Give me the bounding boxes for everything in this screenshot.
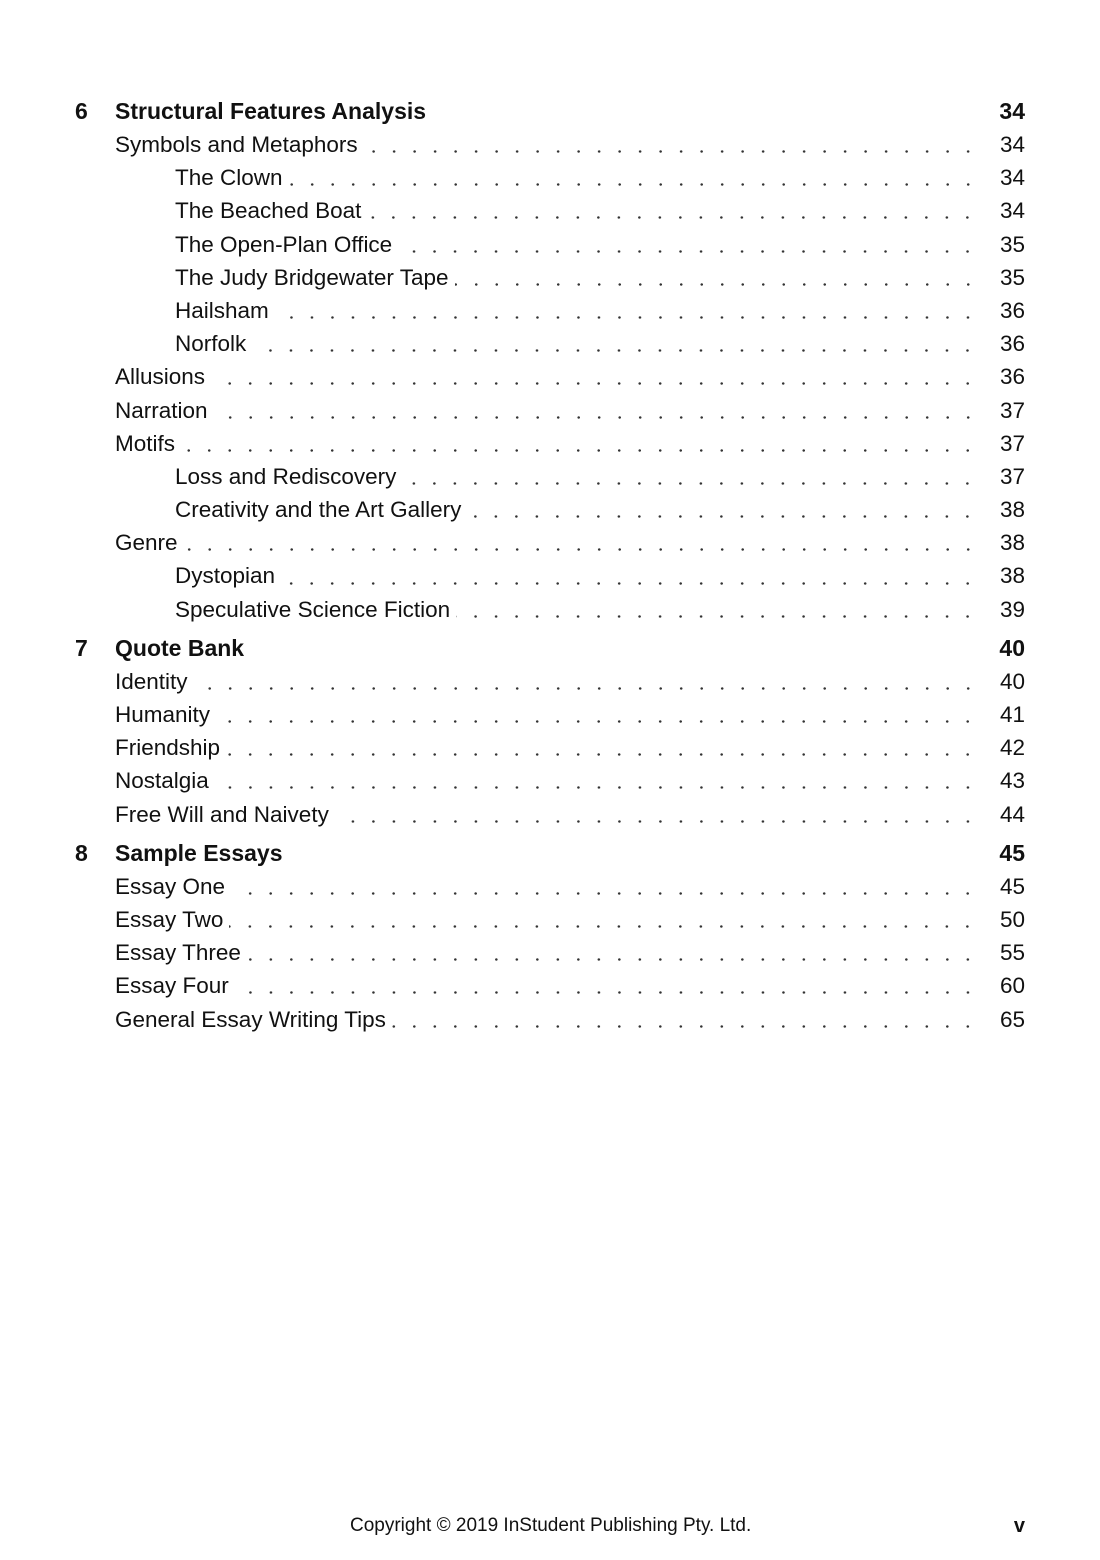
entry-label: Narration xyxy=(115,394,214,427)
toc-section-heading[interactable] xyxy=(75,95,1025,128)
entry-label: The Clown xyxy=(175,161,289,194)
toc-entry[interactable] xyxy=(75,360,1025,393)
section-page-number: 34 xyxy=(999,98,1025,124)
dot-leader xyxy=(229,903,980,936)
dot-leader xyxy=(247,936,980,969)
toc-entry[interactable] xyxy=(75,559,1025,592)
dot-leader xyxy=(184,526,980,559)
toc-section-heading[interactable] xyxy=(75,632,1025,665)
dot-leader xyxy=(392,1003,980,1036)
toc-entry[interactable] xyxy=(75,194,1025,227)
entry-page-number: 35 xyxy=(999,231,1025,257)
toc-entry[interactable] xyxy=(75,294,1025,327)
entry-page-number: 35 xyxy=(999,264,1025,290)
toc-section-heading[interactable] xyxy=(75,837,1025,870)
entry-page-number: 40 xyxy=(999,668,1025,694)
section-page-number: 40 xyxy=(999,634,1025,661)
entry-page-number: 34 xyxy=(999,198,1025,224)
toc-entry[interactable] xyxy=(75,128,1025,161)
page-footer xyxy=(0,1512,1100,1540)
entry-label: Speculative Science Fiction xyxy=(175,593,456,626)
entry-page-number: 38 xyxy=(999,497,1025,523)
toc-entry[interactable] xyxy=(75,526,1025,559)
dot-leader xyxy=(275,294,980,327)
entry-page-number: 34 xyxy=(999,132,1025,157)
toc-entry[interactable] xyxy=(75,798,1025,831)
page-folio: v xyxy=(1013,1515,1025,1537)
dot-leader xyxy=(194,665,980,698)
dot-leader xyxy=(281,560,980,593)
entry-page-number: 50 xyxy=(999,906,1025,932)
toc-entry[interactable] xyxy=(75,731,1025,764)
dot-leader xyxy=(231,870,980,903)
toc-entry[interactable] xyxy=(75,665,1025,698)
entry-page-number: 65 xyxy=(999,1006,1025,1032)
entry-page-number: 36 xyxy=(999,297,1025,323)
toc-entry[interactable] xyxy=(75,228,1025,261)
entry-label: Essay Two xyxy=(115,903,229,936)
dot-leader xyxy=(398,228,980,261)
entry-label: Humanity xyxy=(115,698,216,731)
section-title: Quote Bank xyxy=(115,634,245,661)
entry-page-number: 38 xyxy=(999,563,1025,589)
dot-leader xyxy=(211,360,980,393)
entry-page-number: 55 xyxy=(999,940,1025,966)
dot-leader xyxy=(235,969,980,1002)
section-page-number: 45 xyxy=(999,839,1025,866)
dot-leader xyxy=(252,327,980,360)
entry-label: The Judy Bridgewater Tape xyxy=(175,261,455,294)
section-number: 8 xyxy=(75,839,88,866)
entry-page-number: 37 xyxy=(999,397,1025,423)
entry-page-number: 36 xyxy=(999,331,1025,357)
entry-label: Symbols and Metaphors xyxy=(115,128,364,161)
entry-label: Essay One xyxy=(115,870,231,903)
dot-leader xyxy=(216,698,980,731)
dot-leader xyxy=(364,128,980,161)
toc-entry[interactable] xyxy=(75,327,1025,360)
entry-label: The Beached Boat xyxy=(175,194,367,227)
entry-page-number: 60 xyxy=(999,973,1025,999)
toc-entry[interactable] xyxy=(75,394,1025,427)
toc-entry[interactable] xyxy=(75,936,1025,969)
entry-label: Identity xyxy=(115,665,194,698)
toc-entry[interactable] xyxy=(75,698,1025,731)
entry-label: Allusions xyxy=(115,360,211,393)
toc-entry[interactable] xyxy=(75,1003,1025,1036)
dot-leader xyxy=(455,261,981,294)
table-of-contents xyxy=(75,95,1025,1036)
dot-leader xyxy=(402,460,980,493)
entry-page-number: 43 xyxy=(999,768,1025,794)
copyright-notice: Copyright © 2019 InStudent Publishing Pty. Ltd. xyxy=(350,1515,752,1536)
toc-entry[interactable] xyxy=(75,593,1025,626)
entry-label: Dystopian xyxy=(175,559,281,592)
entry-label: Free Will and Naivety xyxy=(115,798,335,831)
entry-page-number: 41 xyxy=(999,702,1025,727)
entry-label: Hailsham xyxy=(175,294,275,327)
entry-label: General Essay Writing Tips xyxy=(115,1003,392,1036)
entry-page-number: 37 xyxy=(999,430,1025,456)
entry-page-number: 42 xyxy=(999,735,1025,761)
dot-leader xyxy=(456,593,980,626)
toc-entry[interactable] xyxy=(75,161,1025,194)
toc-entry[interactable] xyxy=(75,460,1025,493)
section-number: 6 xyxy=(75,98,88,124)
toc-entry[interactable] xyxy=(75,493,1025,526)
dot-leader xyxy=(335,798,980,831)
toc-entry[interactable] xyxy=(75,427,1025,460)
toc-entry[interactable] xyxy=(75,870,1025,903)
toc-entry[interactable] xyxy=(75,261,1025,294)
section-title: Structural Features Analysis xyxy=(115,98,427,124)
entry-label: Essay Four xyxy=(115,969,235,1002)
toc-entry[interactable] xyxy=(75,969,1025,1002)
toc-entry[interactable] xyxy=(75,764,1025,797)
entry-label: Creativity and the Art Gallery xyxy=(175,493,467,526)
dot-leader xyxy=(226,731,980,764)
entry-page-number: 38 xyxy=(999,530,1025,556)
section-title: Sample Essays xyxy=(115,839,283,866)
entry-page-number: 36 xyxy=(999,364,1025,390)
entry-label: Nostalgia xyxy=(115,764,215,797)
dot-leader xyxy=(367,194,980,227)
section-number: 7 xyxy=(75,634,88,661)
entry-label: Motifs xyxy=(115,427,181,460)
dot-leader xyxy=(467,493,980,526)
entry-label: The Open-Plan Office xyxy=(175,228,398,261)
toc-entry[interactable] xyxy=(75,903,1025,936)
entry-page-number: 39 xyxy=(999,596,1025,622)
entry-page-number: 37 xyxy=(999,463,1025,489)
entry-page-number: 34 xyxy=(999,165,1025,191)
entry-label: Friendship xyxy=(115,731,226,764)
dot-leader xyxy=(181,427,980,460)
entry-page-number: 44 xyxy=(999,801,1025,827)
entry-label: Norfolk xyxy=(175,327,252,360)
entry-label: Essay Three xyxy=(115,936,247,969)
dot-leader xyxy=(215,764,980,797)
dot-leader xyxy=(289,161,980,194)
entry-page-number: 45 xyxy=(999,873,1025,899)
entry-label: Loss and Rediscovery xyxy=(175,460,402,493)
dot-leader xyxy=(214,394,980,427)
entry-label: Genre xyxy=(115,526,184,559)
